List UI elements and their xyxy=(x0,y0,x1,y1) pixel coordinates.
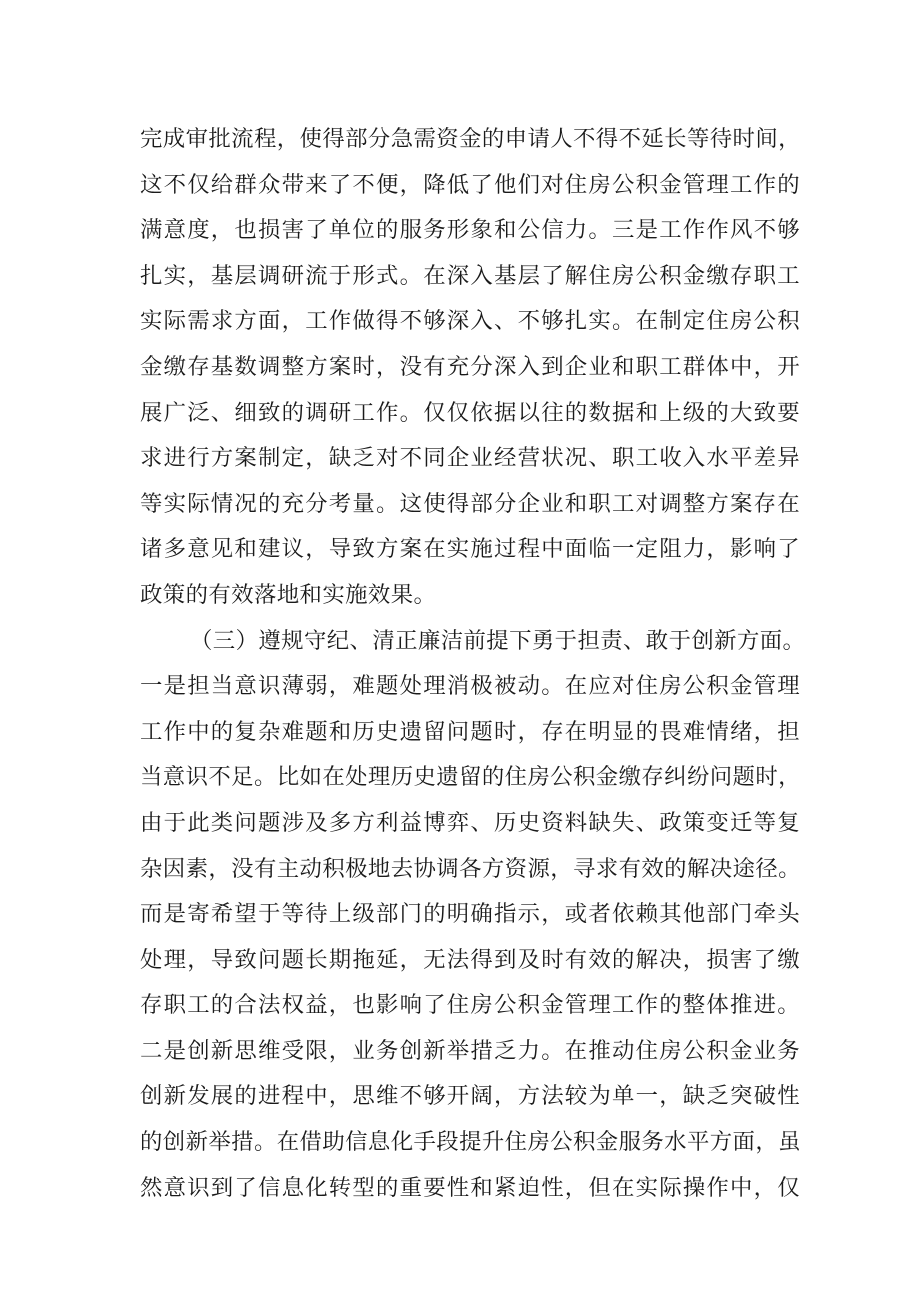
document-body xyxy=(140,117,806,1211)
text-line: 求进行方案制定，缺乏对不同企业经营状况、职工收入水平差异 xyxy=(140,445,800,472)
text-line: 政策的有效落地和实施效果。 xyxy=(140,581,437,608)
text-line: 由于此类问题涉及多方利益博弈、历史资料缺失、政策变迁等复 xyxy=(140,809,800,836)
text-line: 存职工的合法权益，也影响了住房公积金管理工作的整体推进。 xyxy=(140,992,800,1019)
text-line: 二是创新思维受限，业务创新举措乏力。在推动住房公积金业务 xyxy=(140,1037,800,1064)
text-line: 金缴存基数调整方案时，没有充分深入到企业和职工群体中，开 xyxy=(140,353,800,380)
text-line: 而是寄希望于等待上级部门的明确指示，或者依赖其他部门牵头 xyxy=(140,901,800,928)
text-line: 的创新举措。在借助信息化手段提升住房公积金服务水平方面，虽 xyxy=(140,1129,801,1156)
text-line: 然意识到了信息化转型的重要性和紧迫性，但在实际操作中，仅 xyxy=(140,1174,800,1201)
text-line: 工作中的复杂难题和历史遗留问题时，存在明显的畏难情绪，担 xyxy=(140,718,800,745)
text-line: 展广泛、细致的调研工作。仅仅依据以往的数据和上级的大致要 xyxy=(140,399,800,426)
text-line: 完成审批流程，使得部分急需资金的申请人不得不延长等待时间， xyxy=(140,126,801,152)
text-line: 扎实，基层调研流于形式。在深入基层了解住房公积金缴存职工 xyxy=(140,262,800,289)
text-line: 等实际情况的充分考量。这使得部分企业和职工对调整方案存在 xyxy=(140,490,800,517)
text-line: 杂因素，没有主动积极地去协调各方资源，寻求有效的解决途径。 xyxy=(140,855,801,882)
text-line: 创新发展的进程中，思维不够开阔，方法较为单一，缺乏突破性 xyxy=(140,1083,800,1110)
text-line: 实际需求方面，工作做得不够深入、不够扎实。在制定住房公积 xyxy=(140,308,800,335)
text-line: （三）遵规守纪、清正廉洁前提下勇于担责、敢于创新方面。 xyxy=(190,627,806,654)
text-line: 诸多意见和建议，导致方案在实施过程中面临一定阻力，影响了 xyxy=(140,536,800,563)
text-line: 处理，导致问题长期拖延，无法得到及时有效的解决，损害了缴 xyxy=(140,946,800,973)
text-line: 一是担当意识薄弱，难题处理消极被动。在应对住房公积金管理 xyxy=(140,673,800,700)
text-line: 这不仅给群众带来了不便，降低了他们对住房公积金管理工作的 xyxy=(140,171,800,198)
text-line: 当意识不足。比如在处理历史遗留的住房公积金缴存纠纷问题时， xyxy=(140,764,801,791)
text-line: 满意度，也损害了单位的服务形象和公信力。三是工作作风不够 xyxy=(140,217,800,244)
